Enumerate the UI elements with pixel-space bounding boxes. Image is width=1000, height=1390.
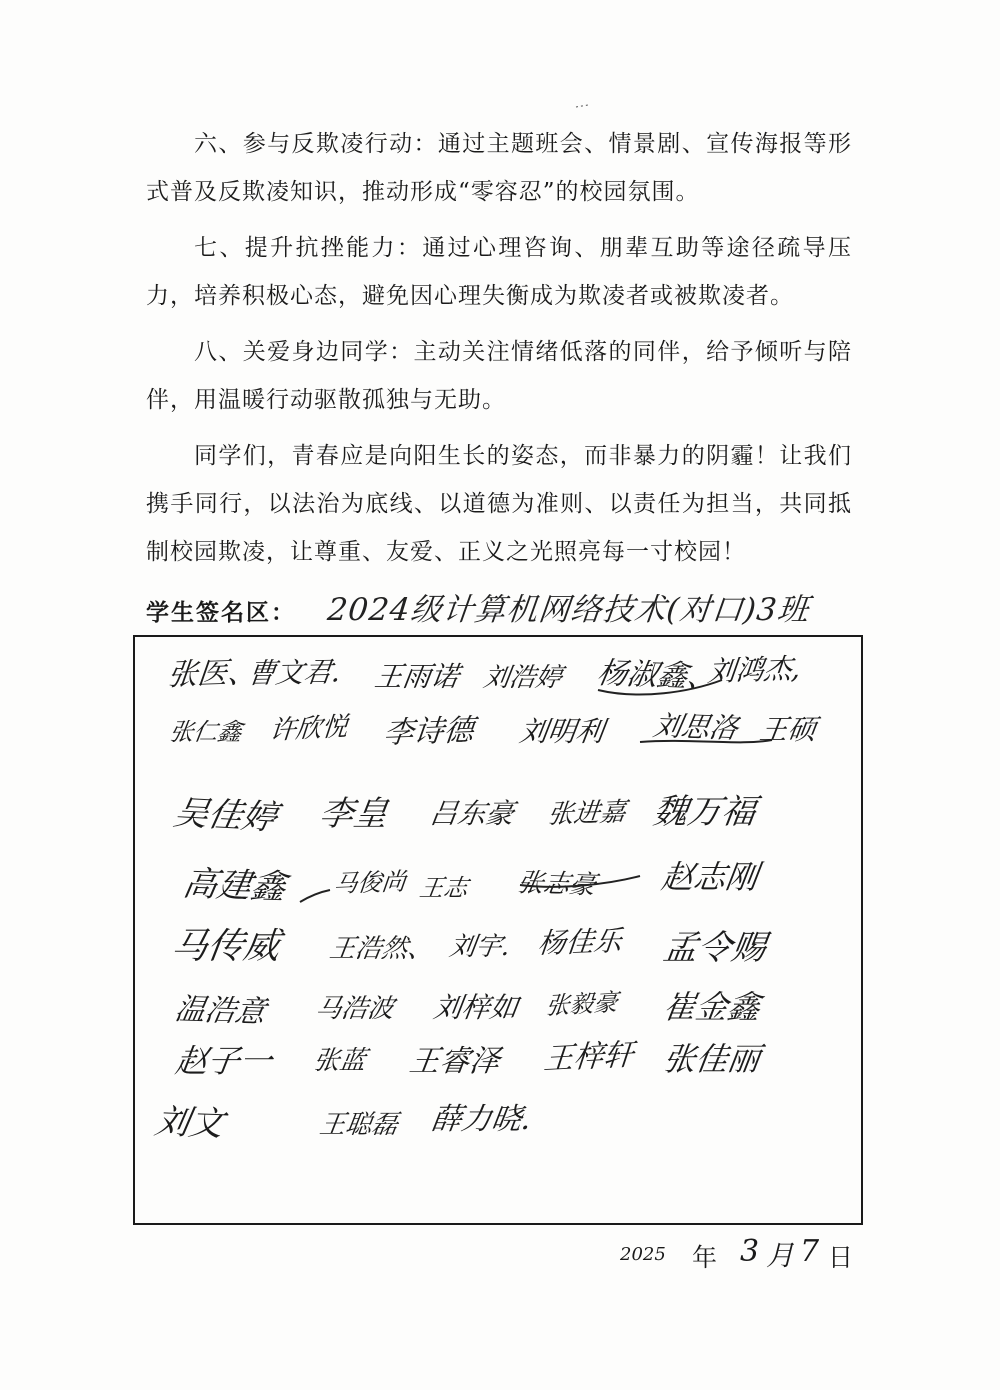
date-day: 7: [800, 1234, 820, 1269]
student-signature: 王硕: [757, 713, 819, 746]
student-signature: 王浩然、: [327, 934, 436, 964]
pen-flourish: [300, 890, 330, 902]
student-signature: 张志豪: [514, 868, 599, 901]
student-signature: 刘梓如: [431, 991, 521, 1024]
student-signature: 张进嘉: [546, 797, 628, 831]
student-signature: 张仁鑫: [167, 718, 244, 746]
student-signature: 许欣悦: [268, 711, 350, 747]
student-signature: 高建鑫: [179, 864, 289, 908]
class-name-handwritten: 2024级计算机网络技术(对口)3班: [325, 592, 812, 628]
student-signature: 刘思洛: [650, 709, 741, 745]
date-day-unit: 日: [828, 1243, 854, 1272]
student-signature: 马浩波: [313, 994, 396, 1024]
paragraph-closing: 同学们，青春应是向阳生长的姿态，而非暴力的阴霾！让我们携手同行，以法治为底线、以道德为准则、以责任为担当，共同抵制校园欺凌，让尊重、友爱、正义之光照亮每一寸校园！: [146, 443, 852, 565]
student-signature: 刘鸿杰,: [706, 651, 803, 689]
student-signature: 张医、: [165, 654, 260, 694]
student-signature: 王梓轩: [542, 1037, 636, 1078]
student-signature: 杨淑鑫、: [594, 656, 721, 696]
student-signature: 张毅豪: [544, 988, 619, 1021]
student-signature: 杨佳乐: [536, 924, 624, 961]
student-signature: 马传威: [168, 926, 283, 967]
student-signature: 王雨诺: [372, 660, 462, 693]
paragraph-seven: 七、提升抗挫能力：通过心理咨询、朋辈互助等途径疏导压力，培养积极心态，避免因心理失衡成为欺凌者或被欺凌者。: [146, 235, 852, 309]
student-signature: 孟令赐: [660, 928, 769, 968]
student-signature: 张佳丽: [661, 1040, 763, 1078]
student-signature: 王睿泽: [407, 1044, 502, 1079]
student-signature: 曹文君.: [245, 655, 343, 691]
student-signature: 温浩意: [172, 992, 269, 1031]
student-signature: 吕东豪: [427, 797, 517, 830]
signature-area-label: 学生签名区：: [146, 600, 296, 626]
pen-flourish: [520, 876, 640, 887]
student-signature: 崔金鑫: [661, 988, 763, 1026]
student-signature: 赵子一: [173, 1042, 275, 1080]
date-year: 2025: [620, 1244, 666, 1265]
student-signature: 薛力晓.: [429, 1102, 534, 1137]
student-signature: 李诗德: [381, 712, 476, 752]
paragraph-six: 六、参与反欺凌行动：通过主题班会、情景剧、宣传海报等形式普及反欺凌知识，推动形成“零容忍”的校园氛围。: [146, 131, 852, 205]
date-month: 3: [740, 1234, 760, 1269]
student-signature: 李皇: [316, 794, 391, 834]
date-month-unit: 月: [766, 1239, 795, 1272]
student-signature: 张蓝: [311, 1046, 368, 1076]
student-signature: 赵志刚: [659, 858, 761, 896]
student-signature: 刘文: [151, 1102, 227, 1145]
student-signature: 王聪磊: [317, 1110, 400, 1140]
pen-flourish: [598, 680, 722, 695]
date-year-unit: 年: [692, 1243, 718, 1272]
student-signature: 刘明利: [517, 715, 607, 748]
student-signature: 吴佳婷: [170, 793, 281, 839]
student-signature: 刘宇.: [447, 932, 513, 962]
student-signature: 魏万福: [650, 792, 759, 832]
pen-flourish: [640, 740, 772, 742]
paragraph-eight: 八、关爱身边同学：主动关注情绪低落的同伴，给予倾听与陪伴，用温暖行动驱散孤独与无助。: [146, 339, 852, 413]
student-signature: 刘浩婷: [481, 663, 564, 693]
date-line: [620, 1236, 860, 1276]
student-signature: 王志: [417, 874, 470, 902]
student-signature: 马俊尚: [332, 867, 408, 899]
